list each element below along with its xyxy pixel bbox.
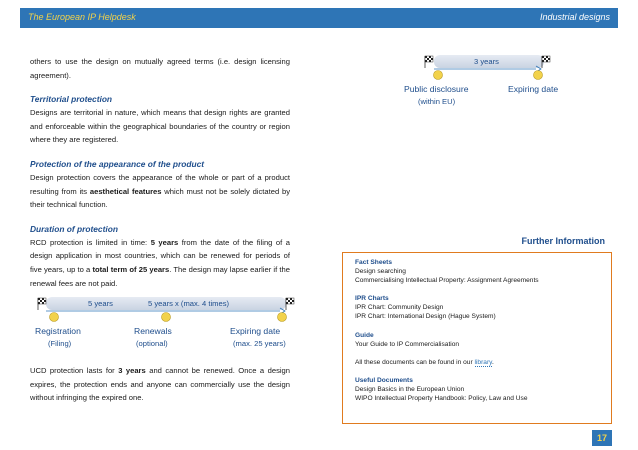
left-column xyxy=(30,55,290,290)
ucd-paragraph: UCD protection lasts for 3 years and cannot be renewed. Once a design expires, the protection ends and anyone can commercially use the design without infringing the expired one. xyxy=(30,366,290,403)
fact-sheets-item[interactable]: Commercialising Intellectual Property: Assignment Agreements xyxy=(355,277,539,285)
ucd-point-1-sub: (within EU) xyxy=(418,97,456,106)
library-text: All these documents can be found in our xyxy=(355,358,475,366)
useful-documents-item[interactable]: WIPO Intellectual Property Handbook: Policy, Law and Use xyxy=(355,395,528,403)
page-number: 17 xyxy=(592,430,612,446)
rcd-point-1-sub: (Filing) xyxy=(48,339,72,348)
ipr-charts-heading: IPR Charts xyxy=(355,295,389,303)
rcd-point-3-sub: (max. 25 years) xyxy=(233,339,286,348)
territorial-heading: Territorial protection xyxy=(30,94,113,105)
intro-paragraph: others to use the design on mutually agreed terms (i.e. design licensing agreement). xyxy=(30,57,290,80)
timeline-point xyxy=(534,71,543,80)
ucd-point-2-title: Expiring date xyxy=(508,84,559,94)
timeline-point xyxy=(50,313,59,322)
ipr-charts-item[interactable]: IPR Chart: International Design (Hague System) xyxy=(355,313,496,321)
checkered-flag-icon xyxy=(542,56,550,68)
ucd-timeline-diagram xyxy=(398,50,568,110)
rcd-point-2-sub: (optional) xyxy=(136,339,168,348)
timeline-point xyxy=(278,313,287,322)
rcd-point-1-title: Registration xyxy=(35,326,81,336)
appearance-paragraph: Design protection covers the appearance of the whole or part of a product resulting from its aesthetical features which must not be solely dictated by their technical function. xyxy=(30,172,290,210)
checkered-flag-icon xyxy=(425,56,433,68)
header-right-title: Industrial designs xyxy=(539,12,610,22)
guide-item[interactable]: Your Guide to IP Commercialisation xyxy=(355,340,460,348)
timeline-point xyxy=(434,71,443,80)
fact-sheets-heading: Fact Sheets xyxy=(355,259,393,266)
territorial-paragraph: Designs are territorial in nature, which means that design rights are granted and enforceable within the geographical boundaries of the country or region where they are registered. xyxy=(30,108,290,145)
header-bar xyxy=(20,8,618,28)
ucd-bar-label: 3 years xyxy=(474,57,499,66)
rcd-point-2-title: Renewals xyxy=(134,326,172,336)
useful-documents-item[interactable]: Design Basics in the European Union xyxy=(355,385,465,393)
checkered-flag-icon xyxy=(38,298,46,310)
further-info-title: Further Information xyxy=(521,236,605,246)
fact-sheets-item[interactable]: Design searching xyxy=(355,268,406,276)
checkered-flag-icon xyxy=(286,298,294,310)
rcd-bar-label-1: 5 years xyxy=(88,299,113,308)
library-link[interactable]: library xyxy=(474,358,492,366)
guide-heading: Guide xyxy=(355,331,374,339)
ipr-charts-item[interactable]: IPR Chart: Community Design xyxy=(355,304,444,312)
duration-paragraph: RCD protection is limited in time: 5 years from the date of the filing of a design application in most countries, which can be renewed for periods of five years, up to a total term of 25 years. The design may lapse earlier if the renewal fees are not paid. xyxy=(30,237,290,288)
rcd-bar-label-2: 5 years x (max. 4 times) xyxy=(148,299,230,308)
ucd-point-1-title: Public disclosure xyxy=(404,84,469,94)
duration-heading: Duration of protection xyxy=(30,223,118,234)
rcd-timeline-diagram xyxy=(30,286,300,350)
ucd-block xyxy=(30,364,290,405)
useful-documents-heading: Useful Documents xyxy=(355,376,413,384)
rcd-point-3-title: Expiring date xyxy=(230,326,281,336)
timeline-point xyxy=(162,313,171,322)
further-info-panel xyxy=(342,252,612,424)
library-end: . xyxy=(491,358,494,366)
appearance-heading: Protection of the appearance of the product xyxy=(30,158,205,169)
header-left-title: The European IP Helpdesk xyxy=(28,12,136,22)
